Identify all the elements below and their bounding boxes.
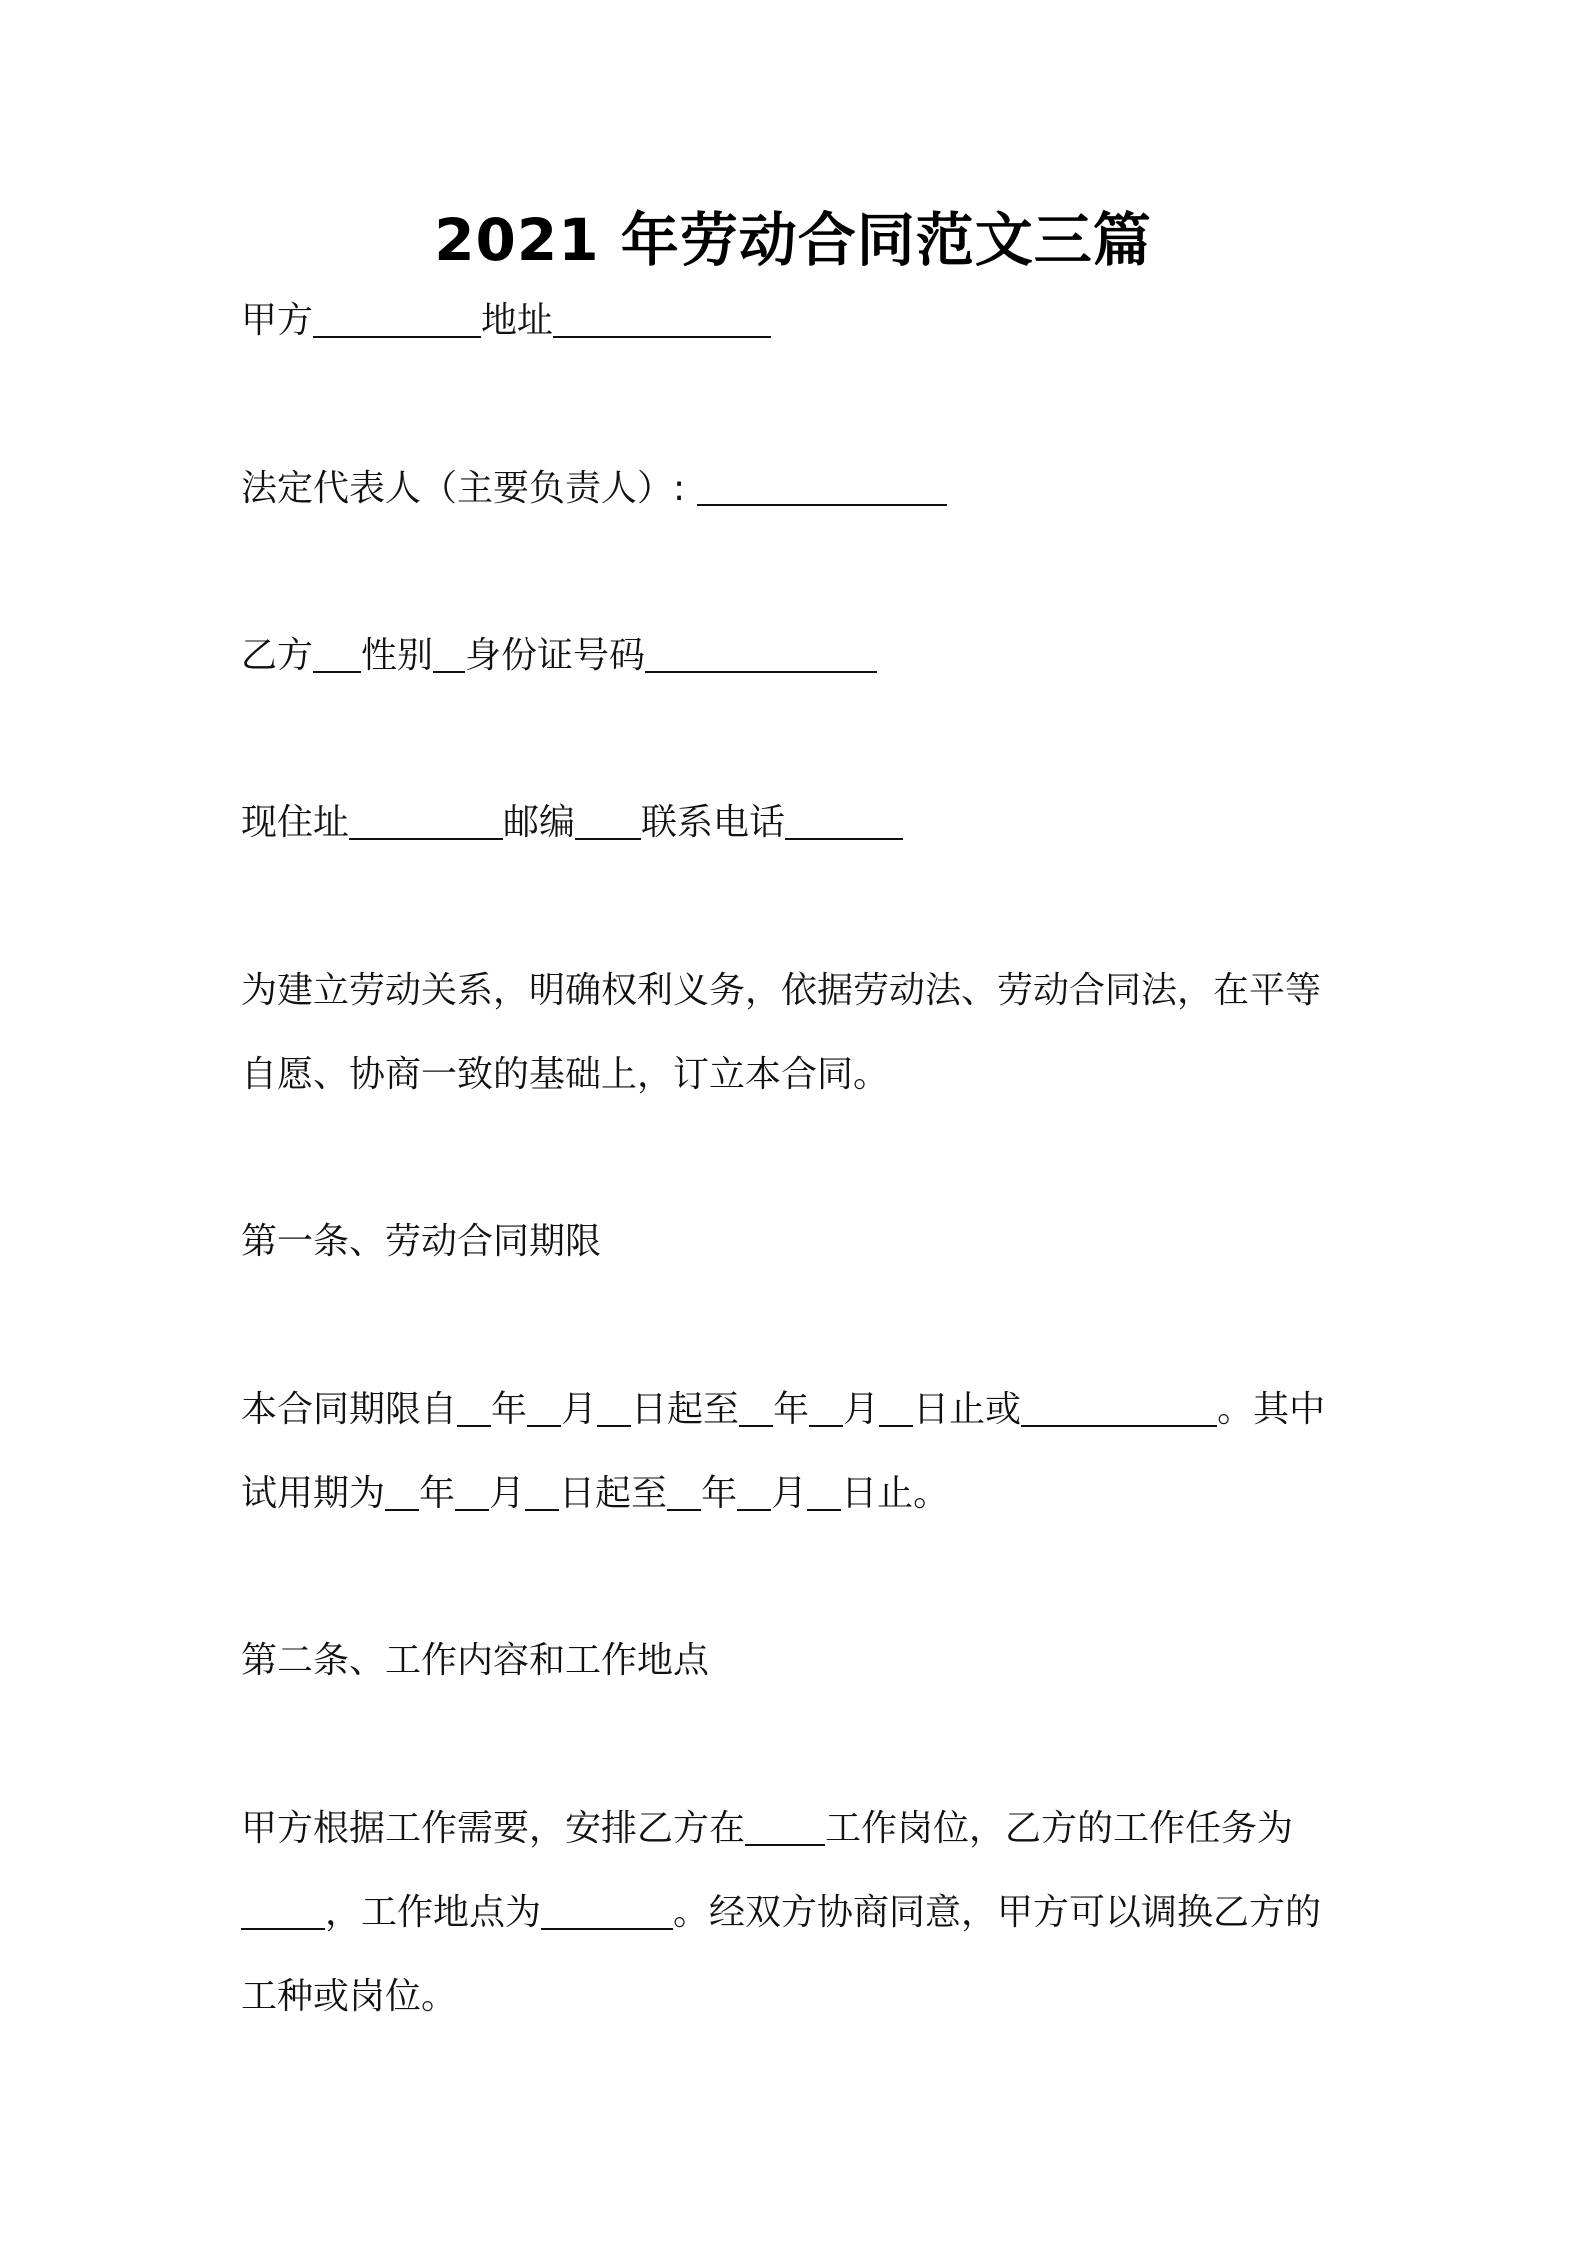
- year-label: 年: [773, 1389, 810, 1430]
- id-number-label: 身份证号码: [465, 635, 646, 676]
- term-from-day-blank: [597, 1387, 631, 1427]
- month-label: 月: [489, 1473, 526, 1514]
- job-task-blank: [241, 1890, 325, 1930]
- article-1-line-2: [241, 1452, 1356, 1536]
- term-from-label: 本合同期限自: [241, 1389, 458, 1430]
- party-a-label: 甲方: [241, 300, 314, 341]
- day-from-label: 日起至: [631, 1389, 740, 1430]
- contact-line: [241, 781, 1356, 865]
- term-from-month-blank: [527, 1387, 561, 1427]
- party-a-blank: [313, 298, 481, 338]
- article-2-heading: 第二条、工作内容和工作地点: [241, 1640, 710, 1681]
- probation-to-day-blank: [807, 1471, 841, 1511]
- year-label: 年: [491, 1389, 528, 1430]
- id-number-blank: [645, 633, 877, 673]
- article-1-line-1: [241, 1368, 1356, 1452]
- job-post-blank: [745, 1806, 825, 1846]
- party-b-blank: [313, 633, 361, 673]
- party-b-line: [241, 614, 1356, 698]
- job-assign-label: 甲方根据工作需要，安排乙方在: [241, 1808, 746, 1849]
- term-other-blank: [1021, 1387, 1217, 1427]
- legal-rep-label: 法定代表人（主要负责人）:: [241, 468, 686, 509]
- document-title: 2021 年劳动合同范文三篇: [434, 206, 1152, 274]
- gender-blank: [433, 633, 465, 673]
- phone-label: 联系电话: [641, 802, 786, 843]
- gender-label: 性别: [361, 635, 434, 676]
- year-label: 年: [701, 1473, 738, 1514]
- month-label: 月: [771, 1473, 808, 1514]
- work-location-label: ，工作地点为: [325, 1892, 542, 1933]
- article-1-heading: 第一条、劳动合同期限: [241, 1221, 602, 1262]
- work-location-blank: [541, 1890, 673, 1930]
- address-blank: [553, 298, 771, 338]
- article-2-line-1: [241, 1787, 1356, 1871]
- month-label: 月: [561, 1389, 598, 1430]
- month-label: 月: [843, 1389, 880, 1430]
- current-address-label: 现住址: [241, 802, 350, 843]
- article-2-line-2: [241, 1871, 1356, 1955]
- term-to-month-blank: [809, 1387, 843, 1427]
- probation-to-year-blank: [667, 1471, 701, 1511]
- legal-rep-line: [241, 447, 1356, 531]
- term-from-year-blank: [457, 1387, 491, 1427]
- day-to-label: 日止或: [913, 1389, 1022, 1430]
- term-to-day-blank: [879, 1387, 913, 1427]
- day-from-label: 日起至: [559, 1473, 668, 1514]
- probation-to-month-blank: [737, 1471, 771, 1511]
- term-to-year-blank: [739, 1387, 773, 1427]
- term-tail: 。其中: [1217, 1389, 1326, 1430]
- probation-label: 试用期为: [241, 1473, 386, 1514]
- party-a-line: [241, 279, 1356, 363]
- job-change-label: 。经双方协商同意，甲方可以调换乙方的: [673, 1892, 1322, 1933]
- party-b-label: 乙方: [241, 635, 314, 676]
- day-end-label: 日止。: [841, 1473, 950, 1514]
- intro-line-2: 自愿、协商一致的基础上，订立本合同。: [241, 1054, 890, 1095]
- probation-from-month-blank: [455, 1471, 489, 1511]
- article-2-line-3: 工种或岗位。: [241, 1976, 458, 2017]
- job-task-label: 工作岗位，乙方的工作任务为: [825, 1808, 1294, 1849]
- probation-from-year-blank: [385, 1471, 419, 1511]
- postcode-blank: [575, 800, 641, 840]
- phone-blank: [785, 800, 903, 840]
- probation-from-day-blank: [525, 1471, 559, 1511]
- current-address-blank: [349, 800, 503, 840]
- legal-rep-blank: [697, 466, 947, 506]
- year-label: 年: [419, 1473, 456, 1514]
- intro-line-1: 为建立劳动关系，明确权利义务，依据劳动法、劳动合同法，在平等: [241, 970, 1322, 1011]
- postcode-label: 邮编: [503, 802, 576, 843]
- address-label: 地址: [481, 300, 554, 341]
